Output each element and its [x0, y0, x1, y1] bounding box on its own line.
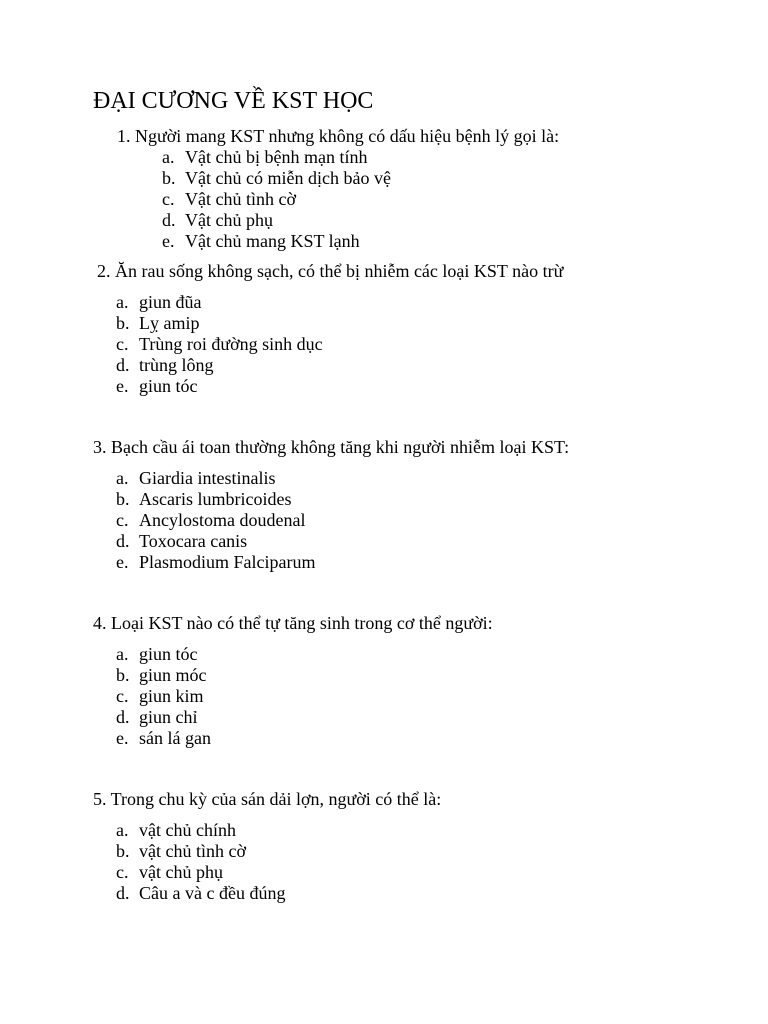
option-text: Ascaris lumbricoides — [139, 489, 292, 509]
option-text: vật chủ phụ — [139, 862, 223, 882]
option-letter: e. — [116, 376, 129, 396]
option-letter: b. — [116, 665, 130, 685]
option-letter: a. — [116, 820, 129, 840]
option-text: Toxocara canis — [139, 531, 248, 551]
option-text: Lỵ amip — [139, 313, 200, 333]
question-4-text: 4. Loại KST nào có thể tự tăng sinh trong cơ thể người: — [93, 613, 493, 633]
option-text: giun đũa — [139, 292, 202, 312]
option-letter: d. — [116, 355, 130, 375]
option-letter: d. — [116, 531, 130, 551]
option-text: Vật chủ tình cờ — [185, 189, 296, 209]
option-text: Câu a và c đều đúng — [139, 883, 286, 903]
option-letter: a. — [116, 468, 129, 488]
option-letter: b. — [116, 489, 130, 509]
option-letter: e. — [116, 728, 129, 748]
option-letter: c. — [116, 862, 129, 882]
option-letter: a. — [116, 292, 129, 312]
question-5-text: 5. Trong chu kỳ của sán dải lợn, người có thể là: — [93, 789, 442, 809]
option-text: Vật chủ mang KST lạnh — [185, 231, 360, 251]
option-text: trùng lông — [139, 355, 214, 375]
option-letter: e. — [116, 552, 129, 572]
option-letter: b. — [116, 841, 130, 861]
option-text: giun tóc — [139, 376, 198, 396]
option-text: Vật chủ có miễn dịch bảo vệ — [185, 168, 391, 188]
option-letter: c. — [116, 686, 129, 706]
option-text: Ancylostoma doudenal — [139, 510, 306, 530]
question-3-text: 3. Bạch cầu ái toan thường không tăng khi người nhiễm loại KST: — [93, 437, 570, 457]
option-text: giun chỉ — [139, 707, 198, 727]
option-letter: b. — [116, 313, 130, 333]
option-letter: b. — [162, 168, 176, 188]
option-letter: c. — [116, 334, 129, 354]
option-text: giun tóc — [139, 644, 198, 664]
option-text: sán lá gan — [139, 728, 211, 748]
option-letter: c. — [116, 510, 129, 530]
option-text: giun móc — [139, 665, 207, 685]
option-text: vật chủ chính — [139, 820, 236, 840]
option-letter: c. — [162, 189, 175, 209]
option-letter: a. — [116, 644, 129, 664]
option-text: Vật chủ bị bệnh mạn tính — [185, 147, 368, 167]
option-letter: a. — [162, 147, 175, 167]
option-text: giun kim — [139, 686, 204, 706]
option-text: vật chủ tình cờ — [139, 841, 246, 861]
option-letter: d. — [116, 707, 130, 727]
option-letter: e. — [162, 231, 175, 251]
option-letter: d. — [116, 883, 130, 903]
question-1-text: 1. Người mang KST nhưng không có dấu hiệu bệnh lý gọi là: — [117, 126, 560, 146]
option-text: Plasmodium Falciparum — [139, 552, 316, 572]
option-text: Vật chủ phụ — [185, 210, 273, 230]
page-title: ĐẠI CƯƠNG VỀ KST HỌC — [93, 88, 374, 114]
option-letter: d. — [162, 210, 176, 230]
option-text: Giardia intestinalis — [139, 468, 276, 488]
option-text: Trùng roi đường sinh dục — [139, 334, 323, 354]
question-2-text: 2. Ăn rau sống không sạch, có thể bị nhiễm các loại KST nào trừ — [97, 261, 564, 281]
